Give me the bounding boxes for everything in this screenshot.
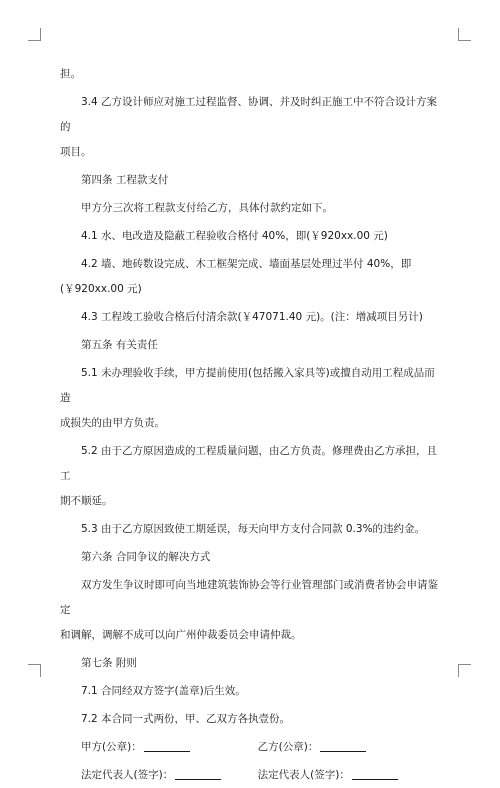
clause-5-1 [60,361,440,436]
party-a-rep-label: 法定代表人(签字)： [81,769,174,781]
paragraph-line: 期不顺延。 [60,495,113,507]
party-b-seal-label: 乙方(公章)： [257,741,319,753]
paragraph-line: 7.2 本合同一式两份，甲、乙双方各执壹份。 [81,713,291,725]
paragraph-line: 4.2 墙、地砖数设完成、木工框架完成、墙面基层处理过半付 40%，即 [81,258,412,270]
clause-5-3 [60,517,440,542]
paragraph-line: 5.1 未办理验收手续，甲方提前使用(包括搬入家具等)或擅自动用工程成品而造 [60,367,435,404]
signature-row-representative [60,763,440,788]
party-a-seal-label: 甲方(公章)： [81,741,142,753]
paragraph-line: 7.1 合同经双方签字(盖章)后生效。 [81,685,246,697]
paragraph-line: 项目。 [60,146,92,158]
paragraph-line: 3.4 乙方设计师应对施工过程监督、协调、并及时纠正施工中不符合设计方案的 [60,96,438,133]
paragraph-line: 5.3 由于乙方原因致使工期延误，每天向甲方支付合同款 0.3%的违约金。 [81,523,426,535]
clause-7-1 [60,679,440,704]
crop-mark-bottom-left [28,664,41,677]
party-b-representative [258,763,440,788]
article-4-heading [60,168,440,193]
crop-mark-bottom-right [458,664,471,677]
dispute-resolution [60,573,440,648]
party-b-rep-label: 法定代表人(签字)： [257,769,350,781]
paragraph-line: 4.3 工程竣工验收合格后付清余款(￥47071.40 元)。(注：增减项目另计) [81,311,423,323]
heading-text: 第七条 附则 [81,657,137,669]
party-a-representative [60,763,258,788]
paragraph-line: 担。 [60,68,81,80]
party-a-seal-blank[interactable] [144,739,190,752]
clause-4-1 [60,224,440,249]
paragraph-line: 和调解，调解不成可以向广州仲裁委员会申请仲裁。 [60,629,302,641]
party-a-rep-blank[interactable] [175,767,221,780]
payment-intro [60,196,440,221]
clause-3-4 [60,90,440,165]
paragraph-line: 5.2 由于乙方原因造成的工程质量问题，由乙方负责。修理费由乙方承担，且工 [60,445,438,482]
party-b-seal-blank[interactable] [320,739,366,752]
party-b-seal [258,735,440,760]
heading-text: 第四条 工程款支付 [81,174,169,186]
document-body [60,62,440,788]
article-7-heading [60,651,440,676]
paragraph-line: 甲方分三次将工程款支付给乙方，具体付款约定如下。 [81,202,333,214]
clause-4-2 [60,252,440,302]
paragraph-line: (￥920xx.00 元) [60,283,142,295]
paragraph-line: 4.1 水、电改造及隐蔽工程验收合格付 40%，即(￥920xx.00 元) [81,230,388,242]
heading-text: 第五条 有关责任 [81,339,158,351]
crop-mark-top-right [458,28,471,41]
party-b-rep-blank[interactable] [352,767,398,780]
article-5-heading [60,333,440,358]
clause-4-3 [60,305,440,330]
clause-5-2 [60,439,440,514]
crop-mark-top-left [28,28,41,41]
party-a-seal [60,735,258,760]
paragraph-line: 双方发生争议时即可向当地建筑装饰协会等行业管理部门或消费者协会申请鉴定 [60,579,438,616]
heading-text: 第六条 合同争议的解决方式 [81,551,211,563]
article-6-heading [60,545,440,570]
clause-7-2 [60,707,440,732]
paragraph-continuation [60,62,440,87]
signature-row-seal [60,735,440,760]
paragraph-line: 成损失的由甲方负责。 [60,417,165,429]
